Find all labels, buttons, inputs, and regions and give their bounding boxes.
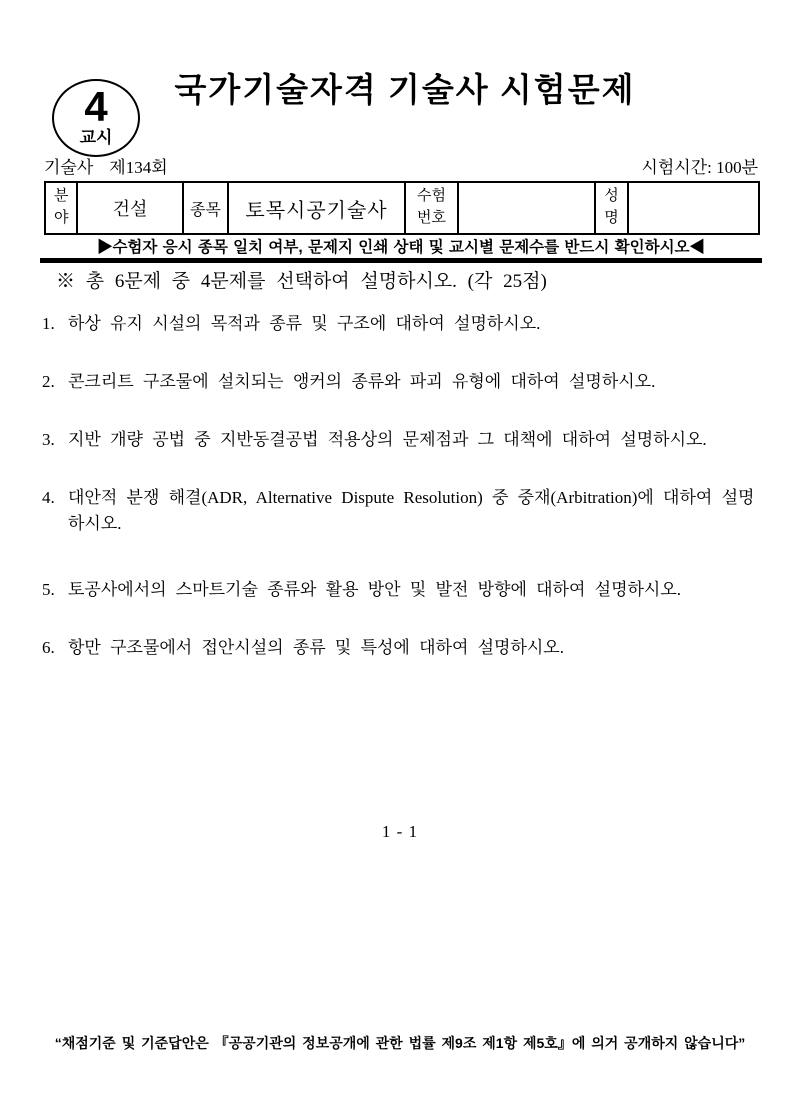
session-label: 교시 — [79, 128, 113, 147]
question-number: 1. — [42, 314, 55, 333]
exam-meta-left — [44, 158, 168, 178]
page-title: 국가기술자격 기술사 시험문제 — [174, 73, 636, 109]
exam-type-label: 기술사 — [44, 158, 94, 177]
exam-instruction: ※ 총 6문제 중 4문제를 선택하여 설명하시오. (각 25점) — [56, 271, 547, 292]
candidate-info-row — [45, 182, 759, 234]
exam-number-blank-cell — [458, 182, 595, 234]
session-badge — [52, 79, 140, 157]
question-number: 4. — [42, 488, 55, 507]
question-item-5 — [42, 577, 758, 603]
candidate-info-table — [44, 181, 760, 235]
question-number: 2. — [42, 372, 55, 391]
session-number: 4 — [84, 83, 108, 130]
question-number: 3. — [42, 430, 55, 449]
question-text: 지반 개량 공법 중 지반동결공법 적용상의 문제점과 그 대책에 대하여 설명하시오. — [68, 430, 707, 449]
footer-note: “채점기준 및 기준답안은 『공공기관의 정보공개에 관한 법률 제9조 제1항 제5호』에 의거 공개하지 않습니다” — [54, 1035, 746, 1051]
question-item-2 — [42, 369, 758, 395]
subject-label-cell: 종목 — [183, 182, 228, 234]
exam-session-label: 제134회 — [109, 158, 168, 177]
exam-duration-label: 시험시간: 100분 — [641, 158, 758, 177]
exam-notice: ▶수험자 응시 종목 일치 여부, 문제지 인쇄 상태 및 교시별 문제수를 반드시 확인하시오◀ — [96, 239, 706, 256]
name-blank-cell — [628, 182, 759, 234]
exam-number-label-cell: 수험번호 — [405, 182, 458, 234]
subject-value-cell: 토목시공기술사 — [228, 182, 405, 234]
question-item-3 — [42, 427, 758, 453]
field-label-cell: 분야 — [45, 182, 77, 234]
name-label-cell: 성명 — [595, 182, 628, 234]
field-value-cell: 건설 — [77, 182, 183, 234]
question-item-1 — [42, 311, 758, 337]
question-text: 토공사에서의 스마트기술 종류와 활용 방안 및 발전 방향에 대하여 설명하시오. — [68, 580, 682, 599]
question-text: 하상 유지 시설의 목적과 종류 및 구조에 대하여 설명하시오. — [68, 314, 541, 333]
question-text: 항만 구조물에서 접안시설의 종류 및 특성에 대하여 설명하시오. — [68, 638, 564, 657]
question-list — [42, 311, 758, 693]
question-item-4 — [42, 485, 758, 537]
question-number: 5. — [42, 580, 55, 599]
question-text: 대안적 분쟁 해결(ADR, Alternative Dispute Resolution) 중 중재(Arbitration)에 대하여 설명하시오. — [68, 488, 755, 533]
question-text: 콘크리트 구조물에 설치되는 앵커의 종류와 파괴 유형에 대하여 설명하시오. — [68, 372, 656, 391]
question-item-6 — [42, 635, 758, 661]
question-number: 6. — [42, 638, 55, 657]
thick-divider — [40, 258, 762, 263]
page-number: 1 - 1 — [381, 822, 419, 841]
meta-row — [44, 158, 758, 178]
